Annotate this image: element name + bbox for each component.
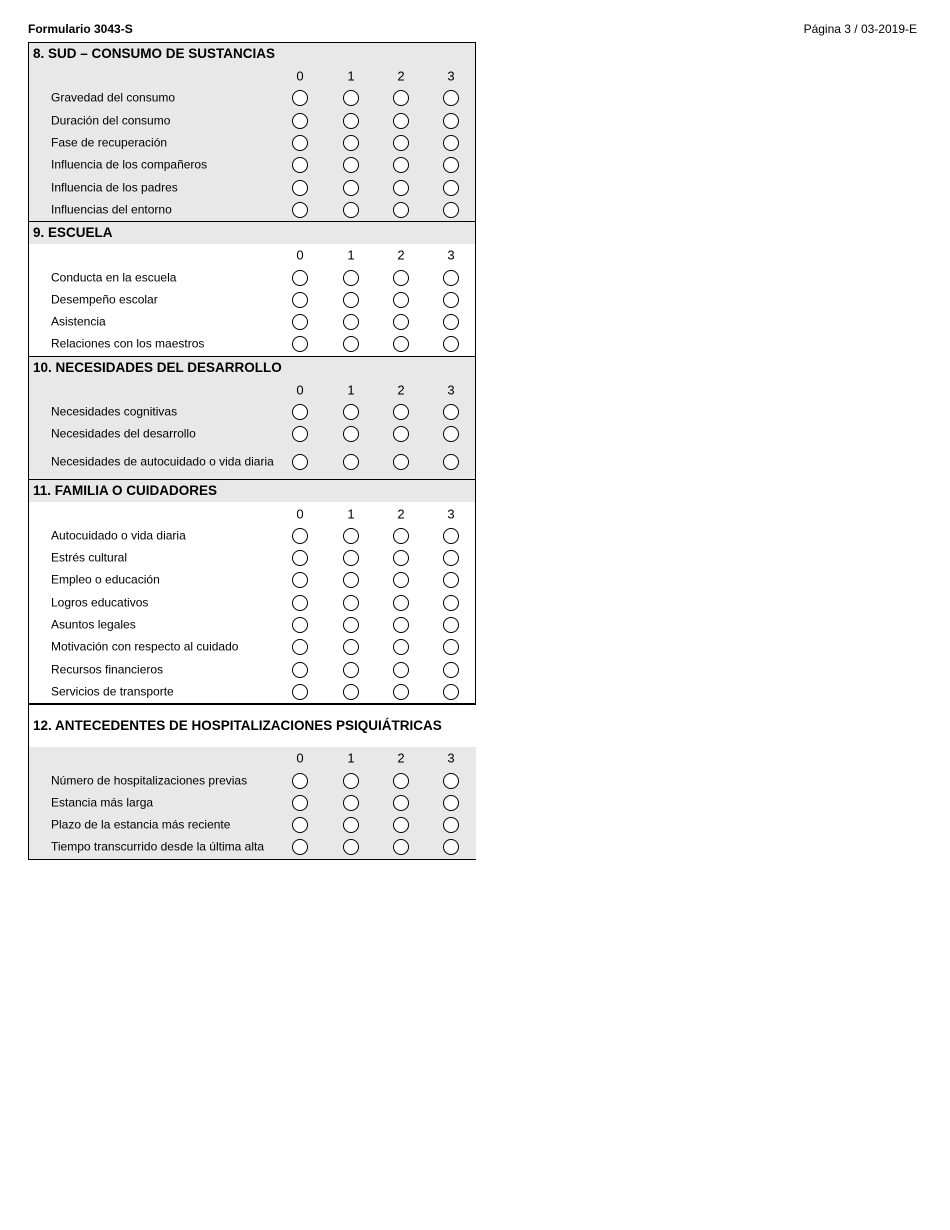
section-title: 8. SUD – CONSUMO DE SUSTANCIAS (33, 46, 276, 61)
rating-radio-1[interactable] (343, 180, 359, 196)
rating-radio-0[interactable] (292, 773, 308, 789)
rating-radio-3[interactable] (443, 314, 459, 330)
rating-radio-1[interactable] (343, 202, 359, 218)
item-row (29, 792, 476, 814)
rating-radio-3[interactable] (443, 662, 459, 678)
item-label: Logros educativos (51, 595, 149, 610)
rating-radio-0[interactable] (292, 662, 308, 678)
item-label: Necesidades cognitivas (51, 404, 178, 419)
item-label: Fase de recuperación (51, 135, 168, 150)
item-label: Relaciones con los maestros (51, 336, 205, 351)
rating-radio-2[interactable] (393, 454, 409, 470)
rating-radio-3[interactable] (443, 617, 459, 633)
rating-radio-2[interactable] (393, 180, 409, 196)
item-row (29, 547, 475, 569)
item-row (29, 110, 475, 132)
scale-label: 3 (447, 750, 455, 766)
rating-radio-1[interactable] (343, 773, 359, 789)
rating-radio-2[interactable] (393, 157, 409, 173)
item-label: Asuntos legales (51, 617, 136, 632)
item-label: Estrés cultural (51, 550, 128, 565)
rating-radio-3[interactable] (443, 292, 459, 308)
section-10 (28, 356, 476, 480)
rating-radio-2[interactable] (393, 202, 409, 218)
rating-radio-3[interactable] (443, 572, 459, 588)
item-label: Duración del consumo (51, 113, 171, 128)
rating-radio-2[interactable] (393, 113, 409, 129)
rating-radio-2[interactable] (393, 314, 409, 330)
rating-radio-3[interactable] (443, 773, 459, 789)
rating-radio-2[interactable] (393, 817, 409, 833)
rating-radio-0[interactable] (292, 336, 308, 352)
rating-radio-2[interactable] (393, 135, 409, 151)
item-label: Necesidades del desarrollo (51, 426, 196, 441)
rating-radio-2[interactable] (393, 617, 409, 633)
rating-radio-1[interactable] (343, 90, 359, 106)
rating-radio-1[interactable] (343, 528, 359, 544)
item-label: Tiempo transcurrido desde la última alta (51, 839, 264, 854)
rating-radio-1[interactable] (343, 135, 359, 151)
rating-radio-0[interactable] (292, 135, 308, 151)
item-row (29, 592, 475, 614)
section-11 (28, 479, 476, 704)
rating-radio-2[interactable] (393, 839, 409, 855)
item-row (29, 154, 475, 176)
rating-radio-3[interactable] (443, 157, 459, 173)
rating-radio-0[interactable] (292, 426, 308, 442)
scale-label: 2 (397, 68, 405, 84)
item-label: Autocuidado o vida diaria (51, 528, 186, 543)
item-row (29, 423, 475, 445)
item-row (29, 176, 475, 198)
item-row (29, 814, 476, 836)
rating-radio-1[interactable] (343, 662, 359, 678)
item-label: Conducta en la escuela (51, 270, 177, 285)
scale-label: 2 (397, 382, 405, 398)
rating-radio-1[interactable] (343, 314, 359, 330)
scale-header-row (29, 502, 475, 524)
rating-radio-1[interactable] (343, 157, 359, 173)
scale-label: 1 (347, 247, 355, 263)
rating-radio-3[interactable] (443, 817, 459, 833)
scale-label: 2 (397, 247, 405, 263)
rating-radio-3[interactable] (443, 135, 459, 151)
item-row (29, 311, 475, 333)
scale-label: 3 (447, 506, 455, 522)
item-label: Recursos financieros (51, 662, 164, 677)
rating-radio-2[interactable] (393, 662, 409, 678)
rating-radio-1[interactable] (343, 404, 359, 420)
rating-radio-1[interactable] (343, 113, 359, 129)
item-row (29, 681, 475, 703)
rating-radio-3[interactable] (443, 595, 459, 611)
rating-radio-0[interactable] (292, 817, 308, 833)
rating-radio-0[interactable] (292, 180, 308, 196)
item-row (29, 769, 476, 791)
rating-radio-0[interactable] (292, 270, 308, 286)
item-row (29, 87, 475, 109)
scale-label: 1 (347, 68, 355, 84)
section-title: 9. ESCUELA (29, 222, 475, 244)
item-row (29, 614, 475, 636)
item-label: Asistencia (51, 314, 106, 329)
item-row (29, 199, 475, 221)
rating-radio-3[interactable] (443, 426, 459, 442)
page-info: Página 3 / 03-2019-E (803, 22, 917, 36)
item-row (29, 836, 476, 858)
scale-header-row (29, 747, 476, 769)
scale-label: 3 (447, 382, 455, 398)
rating-radio-2[interactable] (393, 404, 409, 420)
scale-label: 0 (296, 68, 304, 84)
rating-radio-3[interactable] (443, 404, 459, 420)
section-8 (28, 42, 476, 221)
rating-radio-2[interactable] (393, 684, 409, 700)
scale-label: 0 (296, 247, 304, 263)
rating-radio-1[interactable] (343, 839, 359, 855)
scale-label: 1 (347, 750, 355, 766)
rating-radio-0[interactable] (292, 90, 308, 106)
scale-label: 1 (347, 382, 355, 398)
rating-radio-1[interactable] (343, 795, 359, 811)
item-label: Servicios de transporte (51, 684, 174, 699)
scale-label: 1 (347, 506, 355, 522)
rating-radio-3[interactable] (443, 795, 459, 811)
scale-label: 0 (296, 506, 304, 522)
rating-radio-2[interactable] (393, 292, 409, 308)
item-row (29, 401, 475, 423)
section-title: 12. ANTECEDENTES DE HOSPITALIZACIONES PSIQUIÁTRICAS (29, 705, 476, 747)
rating-radio-2[interactable] (393, 572, 409, 588)
scale-header-row (29, 65, 475, 87)
rating-radio-1[interactable] (343, 336, 359, 352)
rating-radio-2[interactable] (393, 773, 409, 789)
rating-radio-0[interactable] (292, 550, 308, 566)
rating-radio-0[interactable] (292, 617, 308, 633)
rating-radio-0[interactable] (292, 202, 308, 218)
rating-radio-1[interactable] (343, 270, 359, 286)
rating-radio-2[interactable] (393, 426, 409, 442)
item-row (29, 659, 475, 681)
item-label: Número de hospitalizaciones previas (51, 773, 248, 788)
item-row (29, 266, 475, 288)
rating-radio-0[interactable] (292, 572, 308, 588)
rating-radio-2[interactable] (393, 795, 409, 811)
item-label: Necesidades de autocuidado o vida diaria (51, 454, 274, 469)
rating-radio-0[interactable] (292, 839, 308, 855)
scale-label: 0 (296, 382, 304, 398)
item-label: Estancia más larga (51, 795, 154, 810)
rating-radio-2[interactable] (393, 550, 409, 566)
item-row (29, 445, 475, 479)
rating-radio-3[interactable] (443, 336, 459, 352)
rating-radio-1[interactable] (343, 426, 359, 442)
rating-radio-3[interactable] (443, 180, 459, 196)
rating-radio-0[interactable] (292, 795, 308, 811)
rating-radio-3[interactable] (443, 550, 459, 566)
rating-radio-0[interactable] (292, 113, 308, 129)
rating-radio-1[interactable] (343, 550, 359, 566)
rating-radio-0[interactable] (292, 157, 308, 173)
rating-radio-1[interactable] (343, 639, 359, 655)
rating-radio-3[interactable] (443, 90, 459, 106)
rating-radio-3[interactable] (443, 684, 459, 700)
section-title: 10. NECESIDADES DEL DESARROLLO (33, 359, 282, 375)
scale-label: 2 (397, 506, 405, 522)
item-label: Influencia de los compañeros (51, 157, 208, 172)
rating-radio-1[interactable] (343, 454, 359, 470)
rating-radio-3[interactable] (443, 528, 459, 544)
rating-radio-3[interactable] (443, 639, 459, 655)
rating-radio-1[interactable] (343, 572, 359, 588)
rating-radio-2[interactable] (393, 270, 409, 286)
rating-radio-2[interactable] (393, 639, 409, 655)
item-row (29, 525, 475, 547)
rating-radio-3[interactable] (443, 839, 459, 855)
rating-radio-1[interactable] (343, 817, 359, 833)
rating-radio-0[interactable] (292, 639, 308, 655)
assessment-form (28, 42, 476, 860)
scale-header-row (29, 379, 475, 401)
item-label: Plazo de la estancia más reciente (51, 817, 231, 832)
scale-label: 3 (447, 247, 455, 263)
item-label: Empleo o educación (51, 572, 160, 587)
item-row (29, 289, 475, 311)
rating-radio-1[interactable] (343, 684, 359, 700)
scale-header-row (29, 244, 475, 266)
rating-radio-2[interactable] (393, 528, 409, 544)
rating-radio-0[interactable] (292, 314, 308, 330)
rating-radio-0[interactable] (292, 292, 308, 308)
scale-label: 3 (447, 68, 455, 84)
rating-radio-3[interactable] (443, 454, 459, 470)
item-row (29, 132, 475, 154)
item-label: Motivación con respecto al cuidado (51, 639, 239, 654)
rating-radio-0[interactable] (292, 595, 308, 611)
section-12 (28, 704, 476, 859)
item-label: Desempeño escolar (51, 292, 158, 307)
scale-label: 0 (296, 750, 304, 766)
item-row (29, 636, 475, 658)
scale-label: 2 (397, 750, 405, 766)
rating-radio-1[interactable] (343, 617, 359, 633)
item-row (29, 569, 475, 591)
rating-radio-2[interactable] (393, 90, 409, 106)
rating-radio-1[interactable] (343, 595, 359, 611)
rating-radio-3[interactable] (443, 113, 459, 129)
rating-radio-3[interactable] (443, 270, 459, 286)
rating-radio-3[interactable] (443, 202, 459, 218)
rating-radio-0[interactable] (292, 684, 308, 700)
rating-radio-2[interactable] (393, 336, 409, 352)
section-9 (28, 221, 476, 355)
item-row (29, 333, 475, 355)
rating-radio-1[interactable] (343, 292, 359, 308)
item-label: Influencia de los padres (51, 180, 178, 195)
item-label: Influencias del entorno (51, 202, 172, 217)
section-title: 11. FAMILIA O CUIDADORES (29, 480, 475, 502)
rating-radio-0[interactable] (292, 454, 308, 470)
rating-radio-0[interactable] (292, 528, 308, 544)
item-label: Gravedad del consumo (51, 90, 176, 105)
form-id: Formulario 3043-S (28, 22, 133, 36)
rating-radio-2[interactable] (393, 595, 409, 611)
rating-radio-0[interactable] (292, 404, 308, 420)
